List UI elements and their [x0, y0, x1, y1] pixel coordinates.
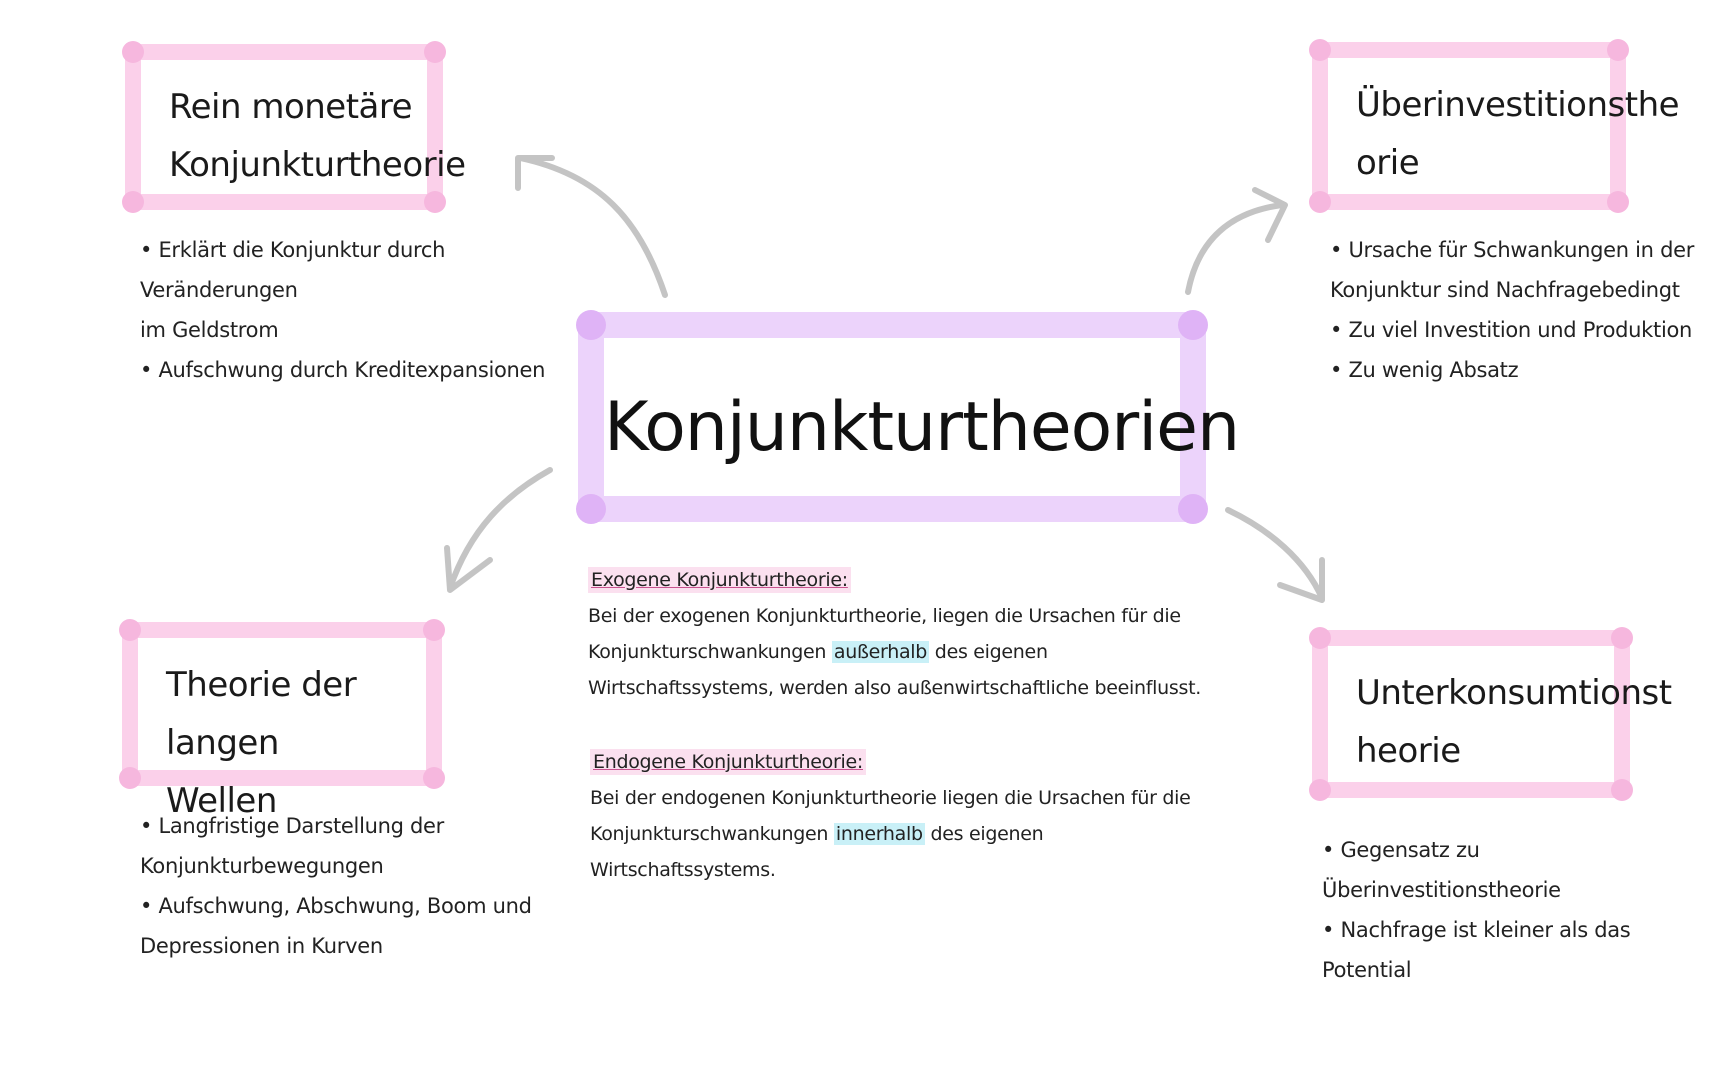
arrow-to-top-right — [1188, 205, 1282, 292]
arrow-to-bottom-right — [1228, 510, 1322, 598]
box-title-long-waves: Theorie der langen Wellen — [166, 665, 357, 821]
highlight-innerhalb: innerhalb — [835, 823, 923, 845]
bullet-line: • Nachfrage ist kleiner als das Potential — [1322, 918, 1631, 982]
bullets-underconsumption — [1322, 830, 1722, 990]
bullet-line: • Aufschwung durch Kreditexpansionen — [140, 358, 546, 382]
exogenous-line: Wirtschaftssystems, werden also außenwirtschaftliche beeinflusst. — [588, 677, 1201, 699]
bullet-line: • Erklärt die Konjunktur durch Veränderungen — [140, 238, 446, 302]
exogenous-line: Bei der exogenen Konjunkturtheorie, liegen die Ursachen für die — [588, 605, 1181, 627]
exogenous-line: Konjunkturschwankungen außerhalb des eigenen — [588, 641, 1048, 663]
center-title: Konjunkturtheorien — [604, 388, 1240, 467]
arrow-to-bottom-left — [450, 470, 550, 588]
exogenous-section — [588, 562, 1208, 706]
bullet-line: • Zu viel Investition und Produktion — [1330, 318, 1693, 342]
bullets-monetary — [140, 230, 590, 390]
bullet-line: Depressionen in Kurven — [140, 934, 383, 958]
bullet-line: • Zu wenig Absatz — [1330, 358, 1519, 382]
endogenous-line: Bei der endogenen Konjunkturtheorie liegen die Ursachen für die — [590, 787, 1191, 809]
bullet-line: Konjunkturbewegungen — [140, 854, 384, 878]
endogenous-line: Konjunkturschwankungen innerhalb des eigenen Wirtschaftssystems. — [590, 823, 1044, 881]
box-underconsumption-theory — [1312, 630, 1672, 798]
arrowhead-bottom-left — [447, 548, 490, 590]
box-title-underconsumption: Unterkonsumtionst heorie — [1356, 673, 1672, 771]
bullet-line: • Gegensatz zu Überinvestitionstheorie — [1322, 838, 1561, 902]
exogenous-heading: Exogene Konjunkturtheorie: — [588, 567, 851, 593]
bullets-long-waves — [140, 806, 560, 966]
arrowhead-top-right — [1255, 190, 1285, 240]
box-long-waves-theory — [122, 622, 442, 821]
bullet-line: Konjunktur sind Nachfragebedingt — [1330, 278, 1680, 302]
highlight-ausserhalb: außerhalb — [833, 641, 928, 663]
endogenous-section — [590, 744, 1210, 888]
bullet-line: • Aufschwung, Abschwung, Boom und — [140, 894, 532, 918]
bullet-line: im Geldstrom — [140, 318, 279, 342]
center-box — [578, 312, 1240, 522]
bullets-overinvestment — [1330, 230, 1710, 390]
bullet-line: • Ursache für Schwankungen in der — [1330, 238, 1695, 262]
box-monetary-theory — [125, 44, 466, 210]
bullet-line: • Langfristige Darstellung der — [140, 814, 445, 838]
endogenous-heading: Endogene Konjunkturtheorie: — [590, 749, 866, 775]
box-title-overinvestment: Überinvestitionsthe orie — [1356, 85, 1680, 183]
box-title-monetary: Rein monetäre Konjunkturtheorie — [169, 87, 466, 185]
box-overinvestment-theory — [1312, 42, 1680, 210]
